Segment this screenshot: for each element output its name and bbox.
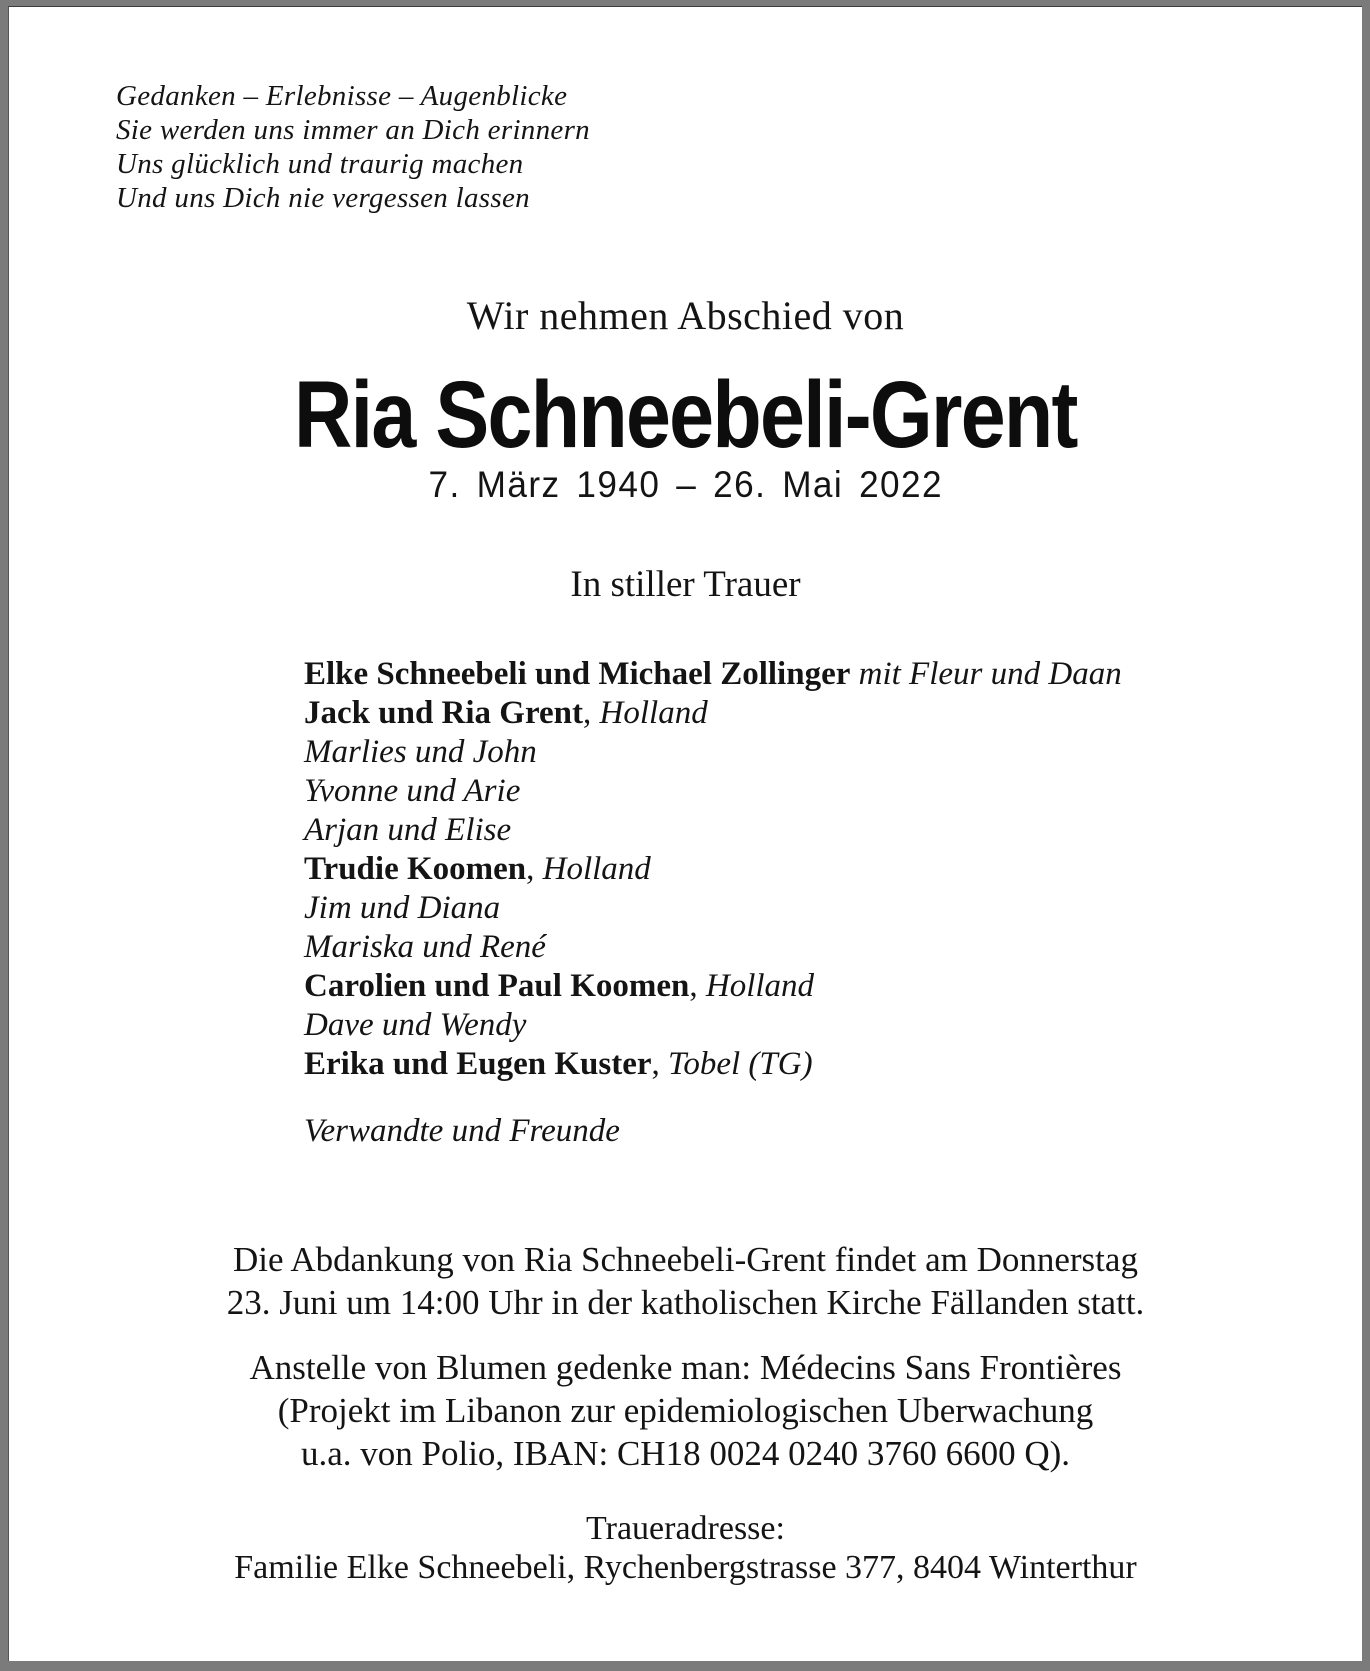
poem-line: Uns glücklich und traurig machen [116, 148, 524, 180]
family-row [304, 733, 1122, 772]
deceased-name-text: Ria Schneebeli-Grent [294, 362, 1077, 468]
service-info [9, 1238, 1362, 1324]
family-row [304, 967, 1122, 1006]
service-line: Die Abdankung von Ria Schneebeli-Grent findet am Donnerstag [233, 1240, 1138, 1279]
mourning-heading: In stiller Trauer [570, 564, 801, 605]
closing-line: Verwandte und Freunde [304, 1113, 620, 1149]
family-row [304, 850, 1122, 889]
family-detail: Holland [542, 851, 651, 887]
family-row [304, 811, 1122, 850]
family-separator [850, 656, 858, 692]
poem-line: Gedanken – Erlebnisse – Augenblicke [116, 80, 568, 112]
family-separator: , [526, 851, 543, 887]
mourning-address [9, 1509, 1362, 1587]
family-name: Carolien und Paul Koomen [304, 968, 690, 1004]
family-row [304, 928, 1122, 967]
memorial-poem [116, 79, 590, 215]
family-row [304, 655, 1122, 694]
family-name: Trudie Koomen [304, 851, 527, 887]
life-dates-text: 7. März 1940 – 26. Mai 2022 [428, 464, 943, 505]
family-row [304, 889, 1122, 928]
family-detail: Jim und Diana [304, 890, 501, 926]
family-list [304, 655, 1122, 1084]
family-detail: Arjan und Elise [304, 812, 512, 848]
life-dates [9, 463, 1362, 507]
family-separator: , [583, 695, 600, 731]
family-row [304, 694, 1122, 733]
document-page [8, 6, 1362, 1661]
family-name: Erika und Eugen Kuster [304, 1046, 652, 1082]
family-detail: Tobel (TG) [668, 1046, 813, 1082]
donation-line: u.a. von Polio, IBAN: CH18 0024 0240 3760 6600 Q). [300, 1434, 1071, 1473]
family-detail: Dave und Wendy [304, 1007, 527, 1043]
address-line: Familie Elke Schneebeli, Rychenbergstrasse 377, 8404 Winterthur [234, 1549, 1137, 1586]
farewell-intro: Wir nehmen Abschied von [466, 293, 905, 338]
family-detail: Mariska und René [304, 929, 546, 965]
family-row [304, 772, 1122, 811]
donation-line: (Projekt im Libanon zur epidemiologischen Uberwachung [277, 1391, 1094, 1430]
service-line: 23. Juni um 14:00 Uhr in der katholischen Kirche Fällanden statt. [226, 1283, 1145, 1322]
donation-info [9, 1346, 1362, 1475]
address-label: Traueradresse: [586, 1510, 785, 1547]
family-row [304, 1006, 1122, 1045]
family-name: Elke Schneebeli und Michael Zollinger [304, 656, 851, 692]
family-detail: mit Fleur und Daan [858, 656, 1122, 692]
family-row [304, 1045, 1122, 1084]
family-separator: , [689, 968, 706, 1004]
family-name: Jack und Ria Grent [304, 695, 584, 731]
deceased-name [9, 362, 1362, 468]
family-separator: , [651, 1046, 668, 1082]
family-detail: Marlies und John [304, 734, 537, 770]
donation-line: Anstelle von Blumen gedenke man: Médecins Sans Frontières [249, 1348, 1122, 1387]
family-detail: Holland [599, 695, 708, 731]
poem-line: Und uns Dich nie vergessen lassen [116, 182, 530, 214]
family-detail: Yvonne und Arie [304, 773, 521, 809]
family-detail: Holland [705, 968, 815, 1004]
poem-line: Sie werden uns immer an Dich erinnern [116, 114, 590, 146]
